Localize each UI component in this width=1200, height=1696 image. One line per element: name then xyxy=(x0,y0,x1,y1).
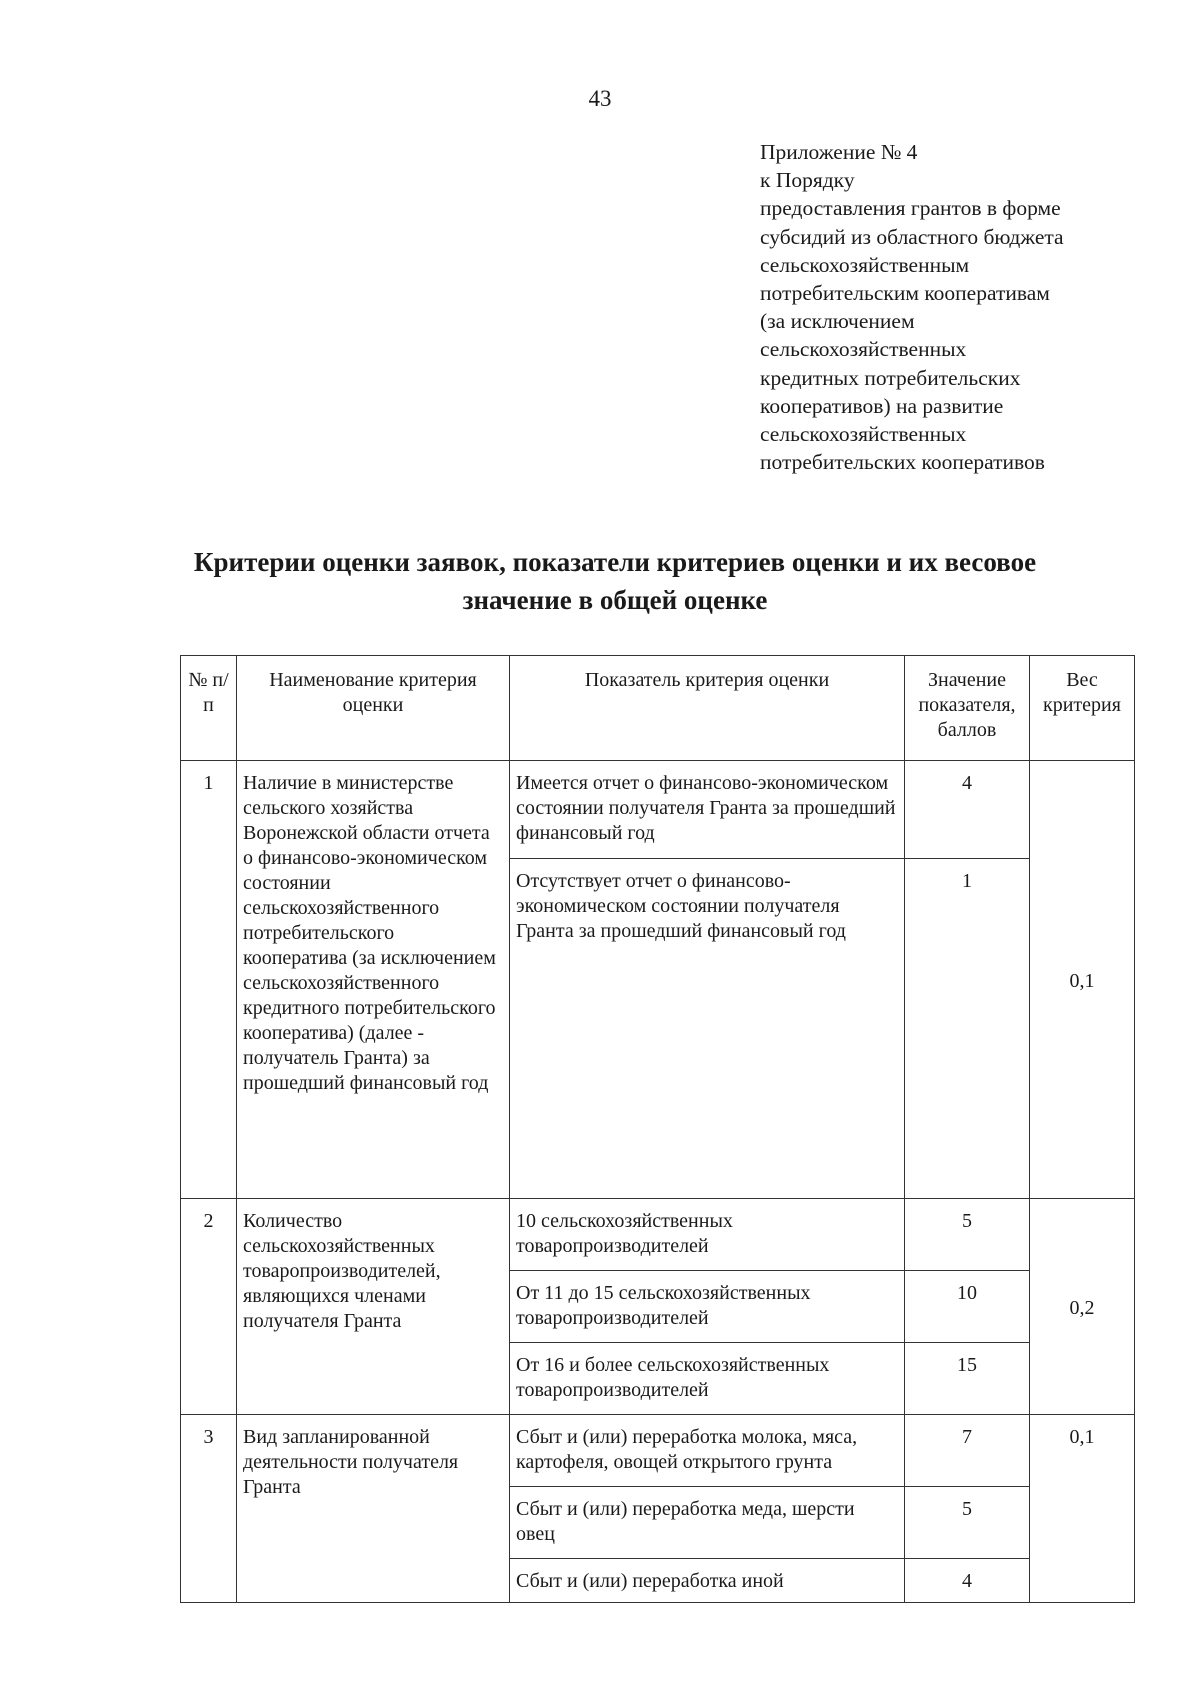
appendix-reference xyxy=(760,138,1064,476)
appendix-line: потребительских кооперативов xyxy=(760,450,1045,475)
title-line: значение в общей оценке xyxy=(462,585,768,615)
criterion-name: Наличие в министерстве сельского хозяйства Воронежской области отчета о финансово-экономическом состоянии сельскохозяйственного потребительского кооператива (за исключением сельскохозяйственного кредитного потребительского кооператива) (далее - получатель Гранта) за прошедший финансовый год xyxy=(237,761,510,1199)
indicator-text: Имеется отчет о финансово-экономическом состоянии получателя Гранта за прошедший финансовый год xyxy=(510,761,905,859)
appendix-line: предоставления грантов в форме xyxy=(760,196,1061,221)
table-header-row xyxy=(181,656,1135,761)
indicator-value: 5 xyxy=(905,1487,1030,1559)
indicator-text: От 11 до 15 сельскохозяйственных товаропроизводителей xyxy=(510,1271,905,1343)
appendix-line: потребительским кооперативам xyxy=(760,281,1050,306)
table-row xyxy=(181,1199,1135,1271)
criterion-weight: 0,1 xyxy=(1030,761,1135,1199)
appendix-line: сельскохозяйственных xyxy=(760,422,967,447)
header-num: № п/п xyxy=(181,656,237,761)
header-value: Значение показателя, баллов xyxy=(905,656,1030,761)
indicator-value: 7 xyxy=(905,1415,1030,1487)
indicator-text: 10 сельскохозяйственных товаропроизводителей xyxy=(510,1199,905,1271)
indicator-value: 15 xyxy=(905,1343,1030,1415)
criterion-num: 3 xyxy=(181,1415,237,1603)
header-weight: Вес критерия xyxy=(1030,656,1135,761)
indicator-value: 4 xyxy=(905,761,1030,859)
header-criterion-name: Наименование критерия оценки xyxy=(237,656,510,761)
criterion-weight: 0,1 xyxy=(1030,1415,1135,1603)
indicator-text: Сбыт и (или) переработка иной xyxy=(510,1559,905,1603)
appendix-line: кооперативов) на развитие xyxy=(760,393,1004,418)
document-title xyxy=(150,543,1080,619)
criterion-name: Вид запланированной деятельности получателя Гранта xyxy=(237,1415,510,1603)
title-line: Критерии оценки заявок, показатели критериев оценки и их весовое xyxy=(193,547,1037,577)
header-indicator: Показатель критерия оценки xyxy=(510,656,905,761)
appendix-line: субсидий из областного бюджета xyxy=(760,224,1064,249)
appendix-line: сельскохозяйственным xyxy=(760,252,970,277)
criterion-name: Количество сельскохозяйственных товаропроизводителей, являющихся членами получателя Гранта xyxy=(237,1199,510,1415)
indicator-value: 1 xyxy=(905,859,1030,1199)
table-row xyxy=(181,1415,1135,1487)
criterion-weight: 0,2 xyxy=(1030,1199,1135,1415)
page-number: 43 xyxy=(588,86,612,111)
indicator-text: Сбыт и (или) переработка меда, шерсти овец xyxy=(510,1487,905,1559)
table-row xyxy=(181,761,1135,859)
criterion-num: 1 xyxy=(181,761,237,1199)
criterion-num: 2 xyxy=(181,1199,237,1415)
appendix-line: Приложение № 4 xyxy=(760,140,918,164)
appendix-line: сельскохозяйственных xyxy=(760,337,967,362)
appendix-line: (за исключением xyxy=(760,309,915,334)
indicator-value: 5 xyxy=(905,1199,1030,1271)
appendix-line: кредитных потребительских xyxy=(760,365,1021,390)
indicator-text: Отсутствует отчет о финансово-экономическом состоянии получателя Гранта за прошедший финансовый год xyxy=(510,859,905,1199)
criteria-table xyxy=(180,655,1135,1603)
indicator-value: 4 xyxy=(905,1559,1030,1603)
indicator-text: Сбыт и (или) переработка молока, мяса, картофеля, овощей открытого грунта xyxy=(510,1415,905,1487)
indicator-value: 10 xyxy=(905,1271,1030,1343)
indicator-text: От 16 и более сельскохозяйственных товаропроизводителей xyxy=(510,1343,905,1415)
appendix-line: к Порядку xyxy=(760,168,855,193)
